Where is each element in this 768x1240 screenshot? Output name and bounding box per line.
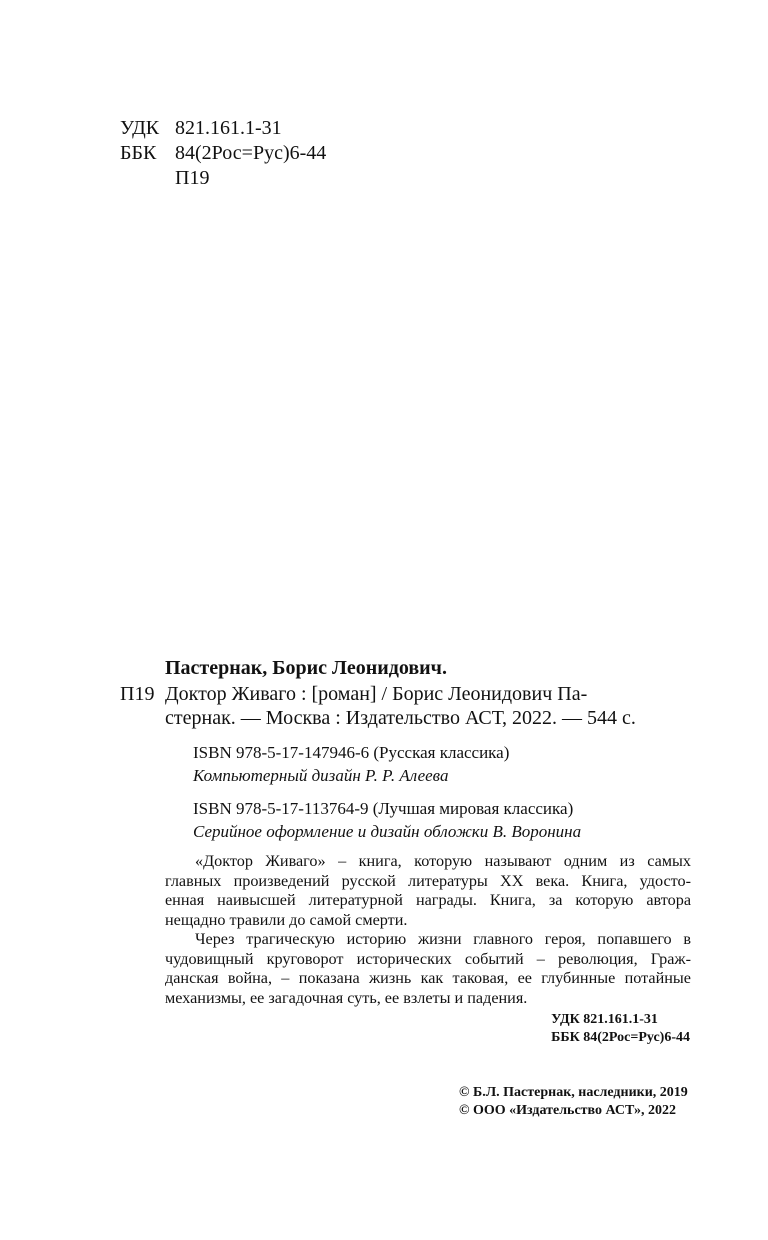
annotation-line: «Доктор Живаго» – книга, которую называют одним из самых bbox=[195, 852, 691, 870]
bottom-bbk: ББК 84(2Рос=Рус)6-44 bbox=[551, 1030, 690, 1045]
annotation-line: нещадно травили до самой смерти. bbox=[165, 910, 408, 929]
bibliographic-description-line-1: Доктор Живаго : [роман] / Борис Леонидович Па- bbox=[165, 683, 588, 705]
annotation-paragraph-1 bbox=[165, 852, 691, 930]
design-credit: Серийное оформление и дизайн обложки В. Воронина bbox=[193, 822, 582, 841]
bibliographic-description-line-2: стернак. — Москва : Издательство АСТ, 2022. — 544 с. bbox=[165, 707, 636, 729]
bottom-udk: УДК 821.161.1-31 bbox=[551, 1012, 658, 1027]
annotation-line: Через трагическую историю жизни главного героя, попавшего в bbox=[195, 930, 691, 948]
bbk-value: 84(2Рос=Рус)6-44 bbox=[175, 142, 327, 164]
udk-label: УДК bbox=[120, 117, 160, 139]
udk-value: 821.161.1-31 bbox=[175, 117, 282, 139]
bbk-row bbox=[120, 141, 326, 166]
bottom-classification bbox=[551, 1011, 690, 1047]
isbn-number: ISBN 978-5-17-113764-9 (Лучшая мировая классика) bbox=[193, 799, 574, 818]
udk-row bbox=[120, 116, 326, 141]
annotation-line: механизмы, ее загадочная суть, ее взлеты и падения. bbox=[165, 988, 528, 1007]
isbn-block-world-classics bbox=[193, 797, 581, 843]
annotation-paragraph-2 bbox=[165, 930, 691, 1008]
author-heading: Пастернак, Борис Леонидович. bbox=[165, 657, 447, 679]
bbk-label: ББК bbox=[120, 142, 157, 164]
isbn-number: ISBN 978-5-17-147946-6 (Русская классика) bbox=[193, 743, 510, 762]
annotation-line: данская война, – показана жизнь как таковая, ее глубинные потайные bbox=[165, 969, 691, 987]
annotation-line: чудовищный круговорот исторических событий – революция, Граж- bbox=[165, 949, 691, 968]
author-sign: П19 bbox=[175, 167, 210, 189]
card-author-sign: П19 bbox=[120, 683, 155, 705]
design-credit: Компьютерный дизайн Р. Р. Алеева bbox=[193, 766, 449, 785]
annotation-line: главных произведений русской литературы XX века. Книга, удосто- bbox=[165, 871, 691, 890]
copyright-block bbox=[459, 1084, 688, 1120]
copyright-author: © Б.Л. Пастернак, наследники, 2019 bbox=[459, 1085, 688, 1100]
classification-block bbox=[120, 116, 326, 191]
copyright-publisher: © ООО «Издательство АСТ», 2022 bbox=[459, 1103, 677, 1118]
annotation bbox=[165, 852, 691, 1008]
isbn-block-russian-classics bbox=[193, 741, 509, 787]
annotation-line: енная наивысшей литературной награды. Книга, за которую автора bbox=[165, 891, 691, 909]
